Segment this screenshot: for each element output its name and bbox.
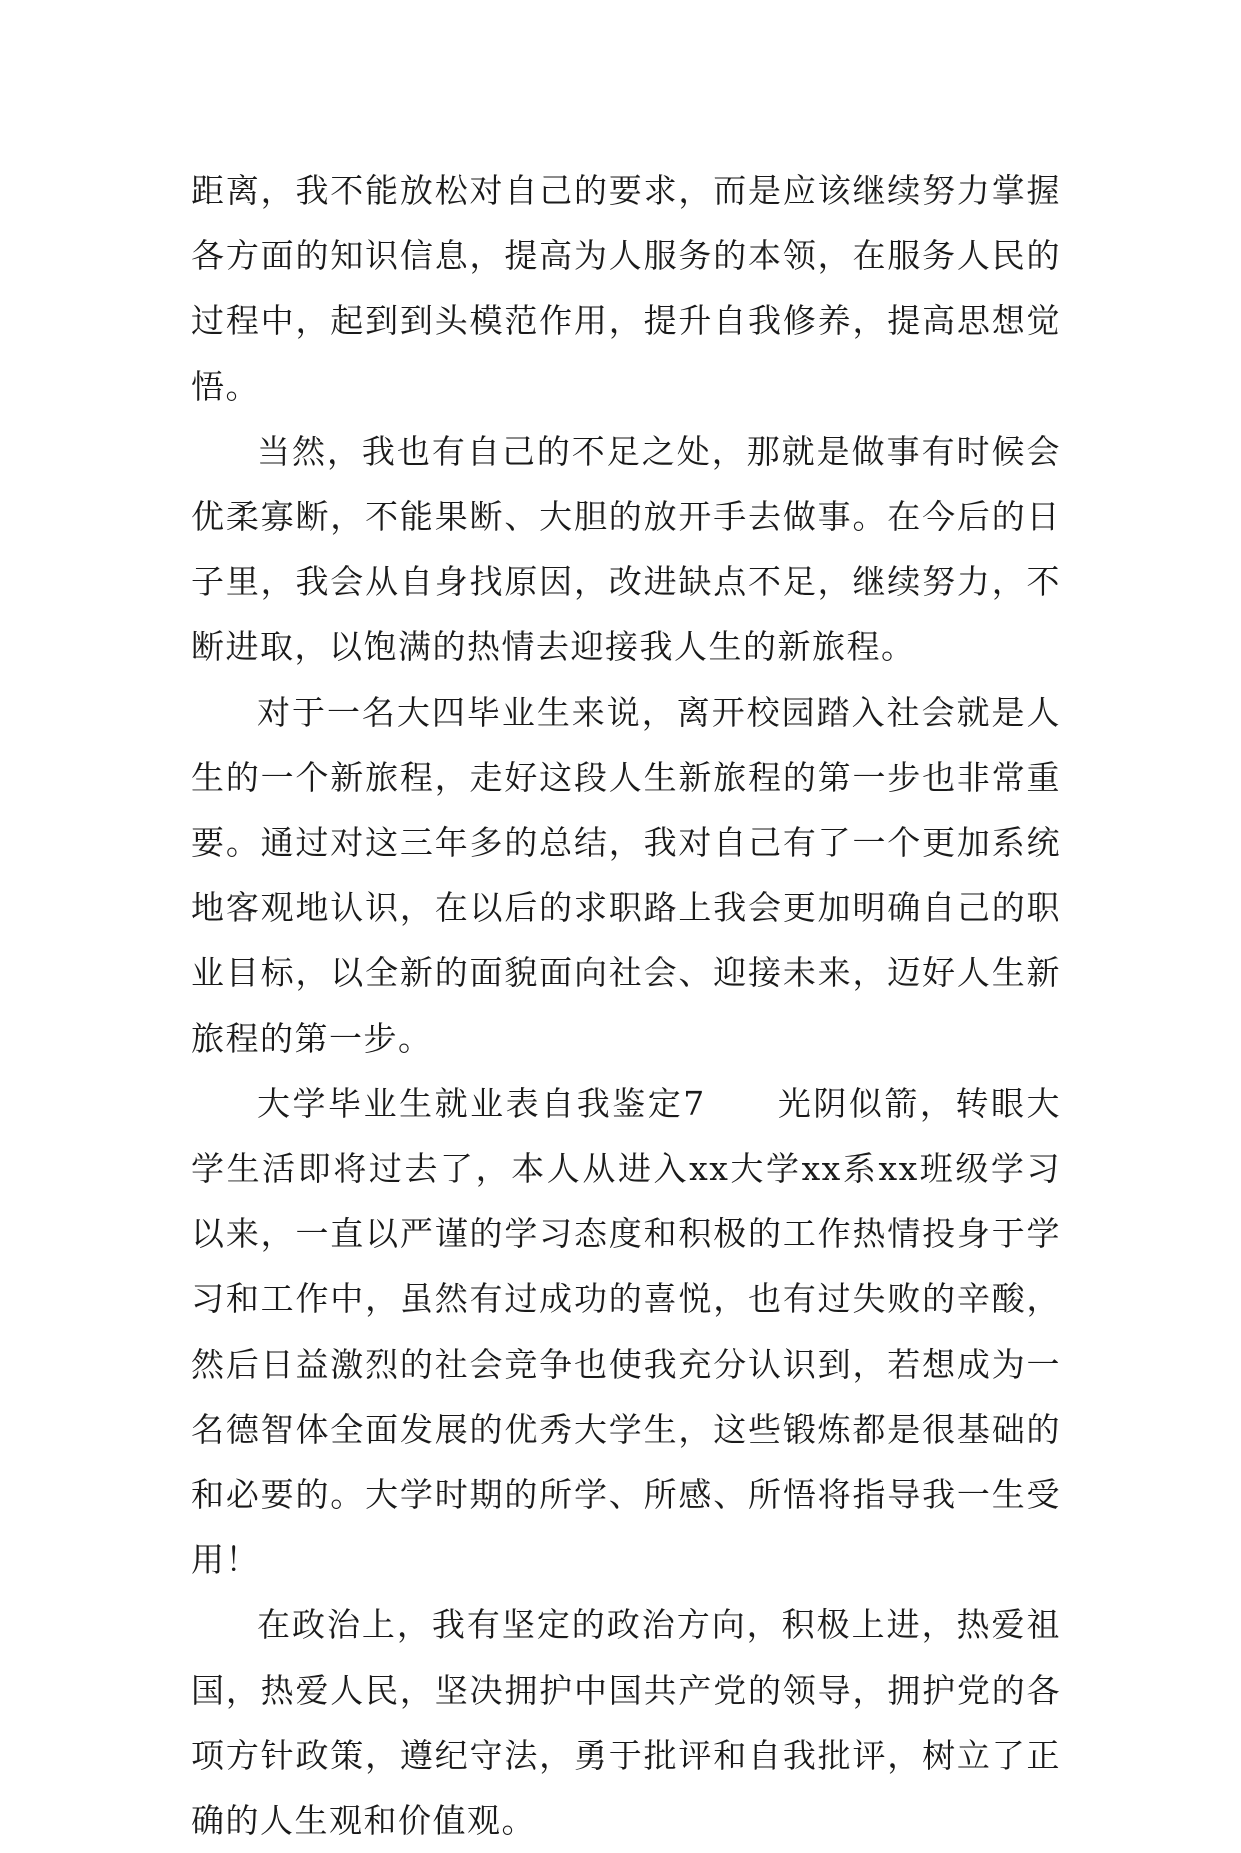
paragraph-5: 在政治上，我有坚定的政治方向，积极上进，热爱祖国，热爱人民，坚决拥护中国共产党的领导，拥护党的各项方针政策，遵纪守法，勇于批评和自我批评，树立了正确的人生观和价值观。 (191, 1605, 1061, 1841)
paragraph-2: 当然，我也有自己的不足之处，那就是做事有时候会优柔寡断，不能果断、大胆的放开手去做事。在今后的日子里，我会从自身找原因，改进缺点不足，继续努力，不断进取，以饱满的热情去迎接我人生的新旅程。 (191, 431, 1061, 667)
paragraph-4: 大学毕业生就业表自我鉴定7 光阴似箭，转眼大学生活即将过去了，本人从进入xx大学xx系xx班级学习以来，一直以严谨的学习态度和积极的工作热情投身于学习和工作中，虽然有过成功的喜悦，也有过失败的辛酸，然后日益激烈的社会竞争也使我充分认识到，若想成为一名德智体全面发展的优秀大学生，这些锻炼都是很基础的和必要的。大学时期的所学、所感、所悟将指导我一生受用！ (191, 1083, 1061, 1580)
paragraph-1: 距离，我不能放松对自己的要求，而是应该继续努力掌握各方面的知识信息，提高为人服务的本领，在服务人民的过程中，起到到头模范作用，提升自我修养，提高思想觉悟。 (191, 171, 1061, 406)
paragraph-3: 对于一名大四毕业生来说，离开校园踏入社会就是人生的一个新旅程，走好这段人生新旅程的第一步也非常重要。通过对这三年多的总结，我对自己有了一个更加系统地客观地认识，在以后的求职路上我会更加明确自己的职业目标，以全新的面貌面向社会、迎接未来，迈好人生新旅程的第一步。 (191, 692, 1061, 1058)
document-body (191, 158, 1061, 1853)
